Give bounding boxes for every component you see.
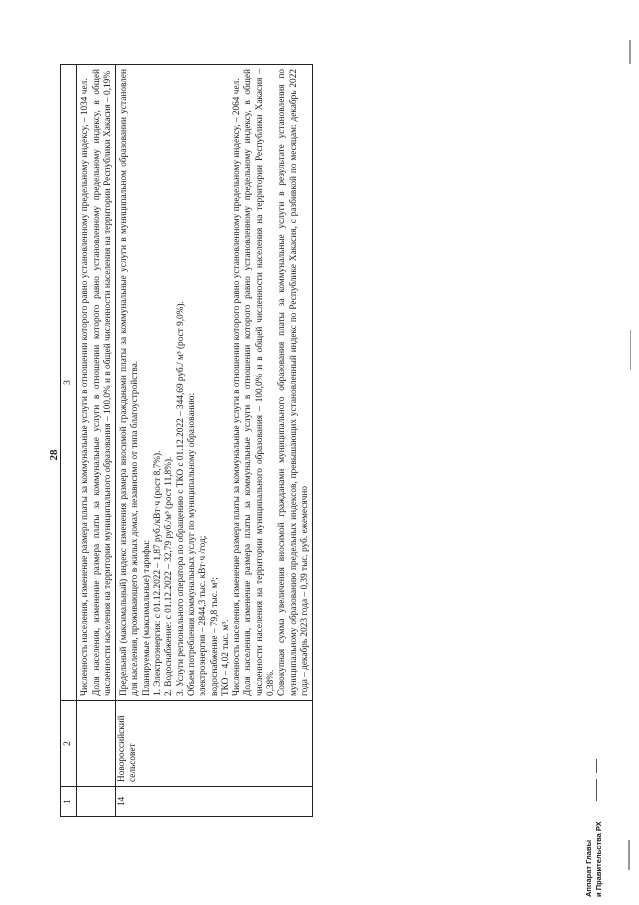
text-line: Совокупная сумма увеличения вносимой гражданами муниципального образования платы за коммунальные услуги в результате установления по муниципальному образованию предельных индексов, превышающих установленный индекс по Республике Хакасия, с разбивкой по месяцам: декабрь 2022 года – декабрь 2023 года – 0,39 тыс. руб. ежемесячно bbox=[277, 69, 310, 696]
table-header-row bbox=[61, 65, 77, 817]
tariff-table bbox=[60, 64, 313, 817]
text-line: Планируемые (максимальные) тарифы: bbox=[141, 539, 152, 696]
municipality-name bbox=[77, 701, 116, 787]
text-line: электроэнергия – 2844,3 тыс. кВт·ч /год; bbox=[198, 535, 209, 696]
column-header: 1 bbox=[61, 787, 77, 817]
footer-line: Аппарат Главы bbox=[584, 840, 593, 897]
table-row bbox=[116, 65, 313, 817]
text-line: водоснабжение – 79,8 тыс. м³; bbox=[209, 577, 220, 696]
footer-dash bbox=[596, 759, 597, 773]
text-line: Доля населения, изменение размера платы за коммунальные услуги в отношении которого равно установленному предельному индексу, в общей численности населения на территории муниципального образования – 100,0% и в общей численности населения на территории Республики Хакасия – 0,19% bbox=[91, 69, 113, 696]
text-line: Численность населения, изменение размера платы за коммунальные услуги в отношении которого равно установленному предельному индексу, – 2064 чел. bbox=[232, 78, 243, 696]
text-line: Объем потребления коммунальных услуг по муниципальному образованию: bbox=[186, 392, 197, 696]
row-number bbox=[77, 787, 116, 817]
text-line: Численность населения, изменение размера платы за коммунальные услуги в отношении которого равно установленному предельному индексу, – 1034 чел. bbox=[80, 78, 91, 696]
table-row bbox=[77, 65, 116, 817]
text-line: Доля населения, изменение размера платы за коммунальные услуги в отношении которого равно установленному предельному индексу, в общей численности населения на территории муниципального образования – 100,0% и в общей численности населения на территории Республики Хакасия – 0,38%. bbox=[243, 69, 277, 696]
text-line: ТКО – 4,02 тыс. м³. bbox=[220, 619, 231, 696]
row-description bbox=[77, 65, 116, 701]
footer-line: и Правительства РХ bbox=[594, 821, 603, 897]
column-header: 3 bbox=[61, 65, 77, 701]
row-number: 14 bbox=[116, 787, 313, 817]
text-line: 1. Электроэнергия: с 01.12.2022 – 1,87 руб./кВт·ч (рост 8,7%). bbox=[153, 450, 164, 696]
text-line: Предельный (максимальный) индекс изменения размера вносимой гражданами платы за коммунальные услуги в муниципальном образовании установлен для населения, проживающего в жилых домах, независимо от типа благоустройства. bbox=[119, 69, 141, 696]
text-line: 3. Услуги регионального оператора по обращению с ТКО с 01.12.2022 – 344,69 руб./ м³ (рост 9,0%). bbox=[175, 301, 186, 696]
municipality-name: Новороссийский сельсовет bbox=[116, 701, 313, 787]
row-description bbox=[116, 65, 313, 701]
page-number: 28 bbox=[48, 449, 60, 461]
footer-stamp bbox=[584, 737, 604, 897]
column-header: 2 bbox=[61, 701, 77, 787]
text-line: 2. Водоснабжение: с 01.12.2022 – 32,79 руб./м³ (рост 11,8%). bbox=[164, 456, 175, 696]
footer-dash bbox=[596, 779, 597, 801]
